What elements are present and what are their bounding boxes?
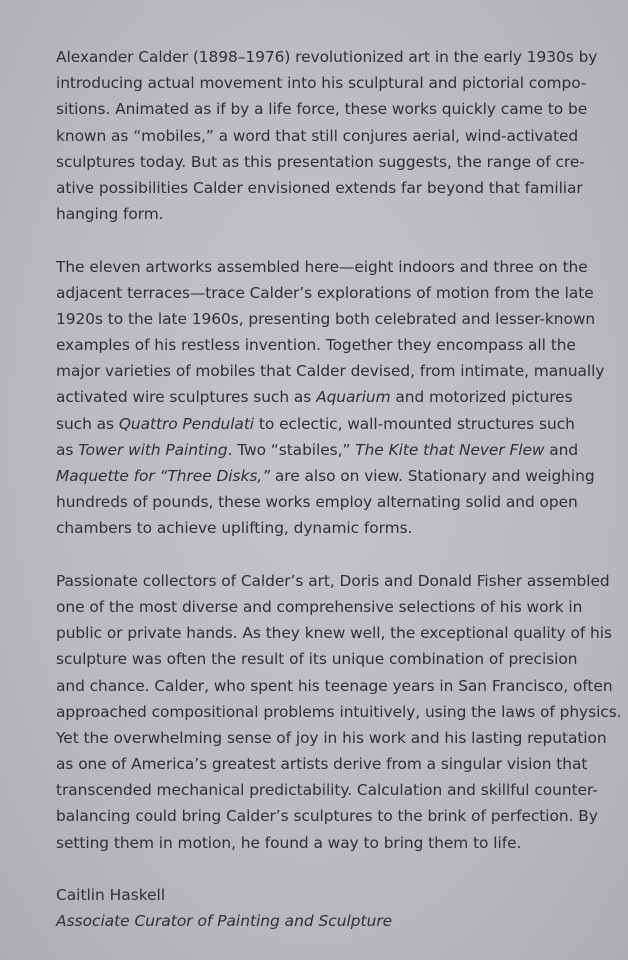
text-run: hundreds of pounds, these works employ alternating solid and open (56, 493, 578, 512)
artwork-title: Tower with Painting (78, 440, 228, 459)
text-run: known as “mobiles,” a word that still conjures aerial, wind-activated (56, 126, 579, 145)
author-name: Caitlin Haskell (56, 886, 166, 904)
text-run: public or private hands. As they knew well, the exceptional quality of his (56, 624, 612, 643)
paragraph-gap (56, 856, 608, 882)
paragraph-gap (56, 227, 608, 253)
paragraph-3 (56, 568, 622, 856)
text-line (56, 44, 608, 70)
text-run: adjacent terraces—trace Calder’s explorations of motion from the late (56, 283, 594, 302)
text-run: The eleven artworks assembled here—eight indoors and three on the (56, 257, 588, 276)
text-run: introducing actual movement into his sculptural and pictorial compo- (56, 74, 587, 93)
text-line (56, 384, 608, 410)
text-run: and motorized pictures (390, 388, 573, 407)
wall-text-panel (56, 44, 622, 934)
text-run: sitions. Animated as if by a life force, these works quickly came to be (56, 100, 588, 119)
text-run: sculpture was often the result of its unique combination of precision (56, 650, 578, 669)
text-run: approached compositional problems intuitively, using the laws of physics. (56, 702, 622, 721)
text-line (56, 620, 612, 646)
text-line (56, 489, 608, 515)
text-line (56, 358, 608, 384)
text-run: one of the most diverse and comprehensive selections of his work in (56, 597, 583, 616)
text-line (56, 437, 608, 463)
text-line (56, 751, 608, 777)
artwork-title: Quattro Pendulati (118, 414, 255, 433)
text-line (56, 463, 608, 489)
text-line (56, 830, 608, 856)
text-line (56, 201, 608, 227)
artwork-title: Maquette for “Three Disks,” (56, 467, 271, 485)
artwork-title: The Kite that Never Flew (355, 440, 545, 459)
text-run: ative possibilities Calder envisioned extends far beyond that familiar (56, 178, 583, 197)
text-line (56, 70, 608, 96)
text-run: . Two “stabiles,” (227, 440, 356, 459)
text-run: balancing could bring Calder’s sculptures to the brink of perfection. By (56, 807, 598, 826)
author-title: Associate Curator of Painting and Sculpture (56, 912, 393, 931)
paragraph-2 (56, 254, 608, 542)
text-run: such as (56, 414, 119, 433)
text-line (56, 594, 608, 620)
text-line (56, 515, 608, 541)
text-run: to eclectic, wall-mounted structures such (254, 414, 575, 433)
text-line (56, 646, 608, 672)
text-line (56, 699, 622, 725)
text-line (56, 803, 608, 829)
text-run: transcended mechanical predictability. Calculation and skillful counter- (56, 781, 598, 800)
text-run: activated wire sculptures such as (56, 388, 317, 407)
text-run: chambers to achieve uplifting, dynamic forms. (56, 519, 413, 538)
text-run: and chance. Calder, who spent his teenage years in San Francisco, often (56, 676, 613, 695)
text-line (56, 332, 608, 358)
text-run: are also on view. Stationary and weighing (270, 467, 595, 485)
body-text (56, 44, 622, 856)
text-run: Alexander Calder (1898–1976) revolutionized art in the early 1930s by (56, 48, 598, 66)
text-line (56, 96, 608, 122)
text-run: examples of his restless invention. Together they encompass all the (56, 336, 576, 355)
text-line (56, 123, 608, 149)
text-line (56, 280, 608, 306)
text-run: as one of America’s greatest artists derive from a singular vision that (56, 755, 588, 774)
artwork-title: Aquarium (316, 388, 391, 407)
text-line (56, 411, 608, 437)
text-run: sculptures today. But as this presentation suggests, the range of cre- (56, 152, 585, 171)
text-run: 1920s to the late 1960s, presenting both celebrated and lesser-known (56, 309, 596, 328)
text-line (56, 673, 613, 699)
text-line (56, 777, 608, 803)
text-run: Yet the overwhelming sense of joy in his work and his lasting reputation (56, 728, 607, 747)
text-line (56, 568, 608, 594)
text-run: and (544, 440, 579, 459)
text-run: as (56, 440, 79, 459)
paragraph-gap (56, 542, 608, 568)
text-line (56, 149, 608, 175)
text-line (56, 254, 608, 280)
text-run: hanging form. (56, 205, 164, 224)
text-line (56, 175, 608, 201)
text-line (56, 725, 608, 751)
text-run: Passionate collectors of Calder’s art, Doris and Donald Fisher assembled (56, 571, 610, 590)
paragraph-1 (56, 44, 608, 227)
signature-block (56, 882, 608, 934)
text-run: major varieties of mobiles that Calder devised, from intimate, manually (56, 362, 605, 381)
text-line (56, 306, 608, 332)
text-run: setting them in motion, he found a way to bring them to life. (56, 833, 522, 852)
